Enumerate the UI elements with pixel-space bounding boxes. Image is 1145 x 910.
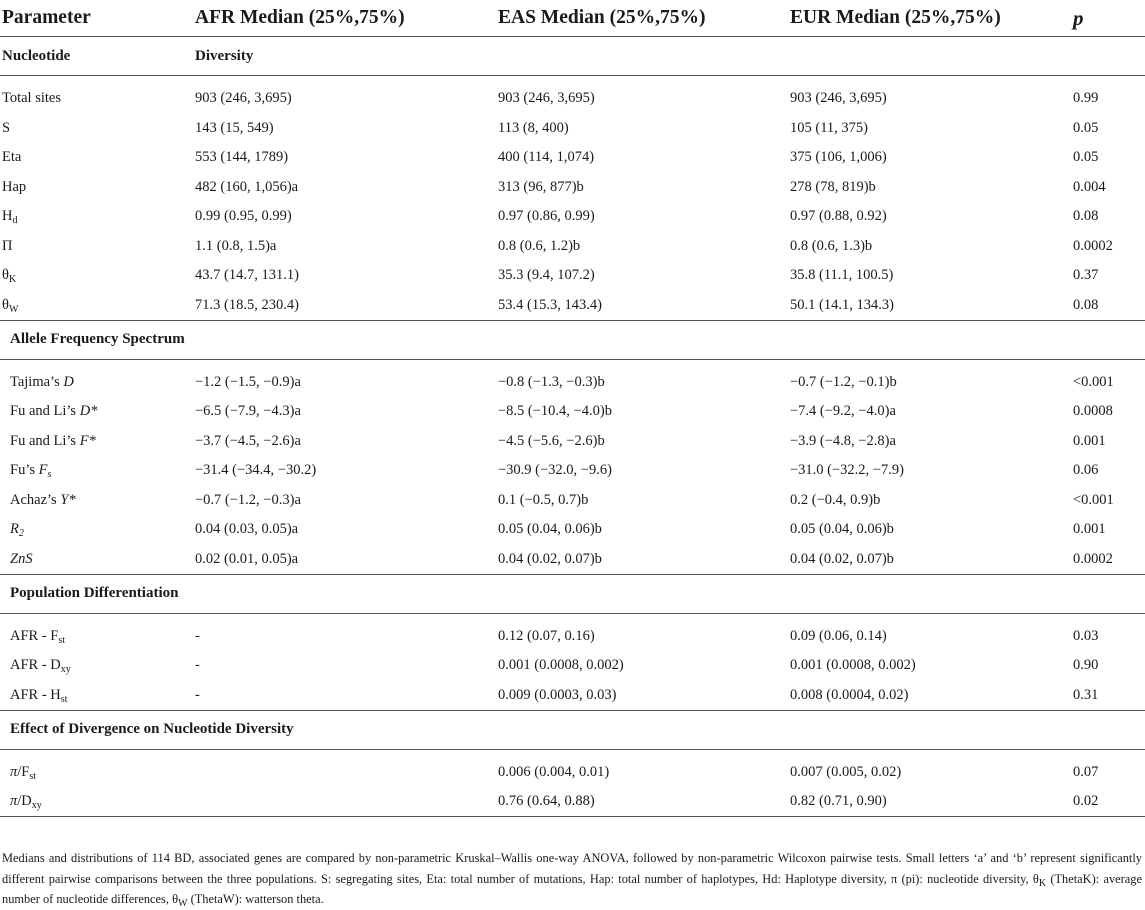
afr-cell: 71.3 (18.5, 230.4) [193, 291, 496, 321]
eur-cell: −7.4 (−9.2, −4.0)a [790, 403, 896, 420]
eur-cell: 278 (78, 819)b [790, 178, 876, 195]
parameter-symbol: π [10, 763, 18, 780]
parameter-subscript: K [8, 274, 17, 286]
table-row [0, 202, 1145, 232]
parameter-cell [0, 368, 193, 398]
eas-cell: 903 (246, 3,695) [498, 90, 595, 107]
table-row [0, 456, 1145, 486]
eur-cell: 35.8 (11.1, 100.5) [790, 267, 894, 284]
eas-cell: 0.12 (0.07, 0.16) [498, 627, 595, 644]
table-row [0, 291, 1145, 321]
parameter-cell [0, 622, 193, 652]
table-row [0, 651, 1145, 681]
parameter-label: AFR - F [10, 627, 59, 644]
p-cell: 0.31 [1071, 681, 1145, 711]
table-body [0, 37, 1145, 817]
parameter-label: Fu and Li’s [10, 432, 80, 449]
table-row [0, 232, 1145, 262]
section-row [0, 37, 1145, 76]
parameter-label: /D [17, 793, 32, 809]
parameter-cell [0, 681, 193, 711]
table-row [0, 173, 1145, 203]
p-cell: 0.07 [1073, 763, 1099, 780]
p-cell: 0.001 [1073, 432, 1106, 449]
eas-cell: 0.04 (0.02, 0.07)b [496, 545, 788, 575]
eur-cell: 0.05 (0.04, 0.06)b [790, 521, 894, 538]
eur-cell: −0.7 (−1.2, −0.1)b [790, 373, 897, 390]
afr-cell: - [193, 681, 496, 711]
parameter-symbol: F* [79, 432, 96, 449]
afr-cell: 553 (144, 1789) [195, 149, 289, 166]
spacer-cell [0, 613, 1145, 622]
eur-cell: 903 (246, 3,695) [790, 90, 887, 107]
parameter-label: Π [2, 237, 13, 254]
spacer-row [0, 76, 1145, 85]
parameter-label: Total sites [2, 90, 61, 107]
parameter-cell [0, 758, 193, 788]
p-cell: 0.02 [1071, 787, 1145, 817]
afr-cell: 143 (15, 549) [195, 119, 274, 136]
afr-cell: 43.7 (14.7, 131.1) [195, 267, 299, 284]
eur-cell: 375 (106, 1,006) [790, 149, 887, 166]
spacer-cell [0, 76, 1145, 85]
header-p: p [1071, 0, 1145, 37]
parameter-cell [0, 427, 193, 457]
spacer-row [0, 359, 1145, 368]
section-title-left: Nucleotide [0, 37, 193, 76]
table-row [0, 787, 1145, 817]
eur-cell: −31.0 (−32.2, −7.9) [790, 462, 904, 479]
p-cell: 0.08 [1073, 208, 1099, 225]
parameter-subscript: st [60, 693, 68, 705]
afr-cell: −0.7 (−1.2, −0.3)a [195, 491, 301, 508]
parameter-subscript: 2 [18, 528, 24, 540]
section-title: Effect of Divergence on Nucleotide Diversity [0, 710, 1145, 749]
parameter-cell [0, 651, 193, 681]
eas-cell: 113 (8, 400) [498, 119, 569, 136]
afr-cell [193, 758, 496, 788]
parameter-label: θ [2, 267, 9, 284]
parameter-label: Fu’s [10, 462, 39, 479]
parameter-symbol: Y* [60, 491, 76, 508]
eas-cell: 0.006 (0.004, 0.01) [498, 763, 610, 780]
parameter-cell [0, 787, 193, 817]
footnote-part2: (ThetaK): average number of nucleotide differences, θ [2, 871, 1142, 906]
footnote-part1: Medians and distributions of 114 BD, associated genes are compared by non-parametric Kruskal–Wallis one-way ANOVA, followed by non-parametric Wilcoxon pairwise tests. Small letters ‘a’ and ‘b’ represent significantly different pairwise comparisons between the three populations. S: segregating sites, Eta: total number of mutations, Hap: total number of haplotypes, Hd: Haplotype diversity, π (pi): nucleotide diversity, θ [2, 851, 1142, 886]
parameter-label: AFR - H [10, 686, 61, 703]
table-row [0, 114, 1145, 144]
eur-cell: 0.001 (0.0008, 0.002) [790, 657, 916, 674]
footnote-sub-w: W [178, 898, 188, 909]
parameter-subscript: st [58, 634, 66, 646]
table-row [0, 427, 1145, 457]
section-row [0, 710, 1145, 749]
eas-cell: −0.8 (−1.3, −0.3)b [498, 373, 605, 390]
afr-cell: 903 (246, 3,695) [195, 90, 292, 107]
parameter-cell [0, 84, 193, 114]
afr-cell: 0.04 (0.03, 0.05)a [195, 521, 299, 538]
parameter-cell [0, 397, 193, 427]
p-cell: 0.06 [1073, 462, 1099, 479]
p-cell: <0.001 [1073, 491, 1114, 508]
header-afr: AFR Median (25%,75%) [193, 0, 496, 37]
spacer-row [0, 749, 1145, 758]
parameter-cell [0, 486, 193, 516]
afr-cell: 0.02 (0.01, 0.05)a [193, 545, 496, 575]
table-row [0, 622, 1145, 652]
parameter-cell [0, 291, 193, 321]
table-row [0, 681, 1145, 711]
parameter-symbol: π [10, 793, 18, 809]
table-row [0, 515, 1145, 545]
eas-cell: −8.5 (−10.4, −4.0)b [498, 403, 612, 420]
p-cell: 0.001 [1073, 521, 1106, 538]
header-eur: EUR Median (25%,75%) [788, 0, 1071, 37]
table-footnote [2, 848, 1142, 910]
afr-cell [193, 787, 496, 817]
afr-cell: - [195, 657, 200, 674]
parameter-label: H [2, 208, 13, 225]
p-cell: 0.90 [1073, 657, 1099, 674]
eur-cell: 0.008 (0.0004, 0.02) [788, 681, 1071, 711]
parameter-symbol: ZnS [10, 550, 33, 567]
eur-cell: 0.97 (0.88, 0.92) [790, 208, 887, 225]
parameter-subscript: xy [60, 664, 71, 676]
parameter-label: Eta [2, 149, 22, 166]
parameter-subscript: s [47, 469, 52, 481]
parameter-symbol: D* [79, 403, 98, 420]
parameter-symbol: D [63, 373, 74, 390]
p-cell: 0.08 [1071, 291, 1145, 321]
p-cell: 0.05 [1073, 149, 1099, 166]
table-row [0, 368, 1145, 398]
table-row [0, 486, 1145, 516]
footnote-sub-k: K [1038, 877, 1047, 889]
eas-cell: 400 (114, 1,074) [498, 149, 595, 166]
eas-cell: −4.5 (−5.6, −2.6)b [498, 432, 605, 449]
eur-cell: 0.04 (0.02, 0.07)b [788, 545, 1071, 575]
eur-cell: 50.1 (14.1, 134.3) [788, 291, 1071, 321]
section-row [0, 574, 1145, 613]
eur-cell: 0.82 (0.71, 0.90) [788, 787, 1071, 817]
table-row [0, 397, 1145, 427]
eas-cell: 0.8 (0.6, 1.2)b [498, 237, 581, 254]
spacer-cell [0, 359, 1145, 368]
eas-cell: 0.1 (−0.5, 0.7)b [498, 491, 589, 508]
afr-cell: −3.7 (−4.5, −2.6)a [195, 432, 301, 449]
eas-cell: 35.3 (9.4, 107.2) [498, 267, 595, 284]
afr-cell: −1.2 (−1.5, −0.9)a [195, 373, 301, 390]
p-cell: 0.0002 [1071, 545, 1145, 575]
parameter-label: Tajima’s [10, 373, 64, 390]
parameter-cell [0, 232, 193, 262]
table-row [0, 261, 1145, 291]
p-cell: 0.37 [1073, 267, 1099, 284]
parameter-cell [0, 545, 193, 575]
parameter-cell [0, 173, 193, 203]
section-row [0, 320, 1145, 359]
p-cell: 0.0002 [1073, 237, 1113, 254]
parameter-symbol: R [10, 521, 19, 538]
parameter-cell [0, 515, 193, 545]
table-row [0, 143, 1145, 173]
parameter-symbol: F [38, 462, 48, 479]
parameter-cell [0, 114, 193, 144]
parameter-cell [0, 456, 193, 486]
afr-cell: 1.1 (0.8, 1.5)a [195, 237, 277, 254]
afr-cell: - [195, 627, 200, 644]
eas-cell: 53.4 (15.3, 143.4) [496, 291, 788, 321]
parameter-subscript: W [8, 303, 19, 315]
section-title: Allele Frequency Spectrum [0, 320, 1145, 359]
p-cell: 0.004 [1073, 178, 1106, 195]
eas-cell: −30.9 (−32.0, −9.6) [498, 462, 612, 479]
eas-cell: 0.009 (0.0003, 0.03) [496, 681, 788, 711]
footnote-part3: (ThetaW): watterson theta. [187, 892, 324, 906]
eas-cell: 313 (96, 877)b [498, 178, 584, 195]
p-cell: 0.05 [1073, 119, 1099, 136]
eas-cell: 0.05 (0.04, 0.06)b [498, 521, 602, 538]
header-eas: EAS Median (25%,75%) [496, 0, 788, 37]
table-row [0, 84, 1145, 114]
eas-cell: 0.97 (0.86, 0.99) [498, 208, 595, 225]
parameter-subscript: xy [31, 800, 42, 811]
p-cell: <0.001 [1073, 373, 1114, 390]
table-row [0, 545, 1145, 575]
section-title: Population Differentiation [0, 574, 1145, 613]
eur-cell: 0.8 (0.6, 1.3)b [790, 237, 873, 254]
parameter-cell [0, 261, 193, 291]
afr-cell: 482 (160, 1,056)a [195, 178, 299, 195]
afr-cell: −31.4 (−34.4, −30.2) [195, 462, 317, 479]
afr-cell: −6.5 (−7.9, −4.3)a [195, 403, 301, 420]
eur-cell: 0.09 (0.06, 0.14) [790, 627, 887, 644]
parameter-label: Fu and Li’s [10, 403, 80, 420]
parameter-label: Achaz’s [10, 491, 61, 508]
parameter-label: /F [17, 763, 30, 780]
eur-cell: −3.9 (−4.8, −2.8)a [790, 432, 896, 449]
parameter-subscript: st [29, 770, 37, 782]
section-title-right: Diversity [193, 37, 1145, 76]
header-row [0, 0, 1145, 37]
spacer-cell [0, 749, 1145, 758]
spacer-row [0, 613, 1145, 622]
p-cell: 0.03 [1073, 627, 1099, 644]
parameter-cell [0, 143, 193, 173]
p-cell: 0.0008 [1073, 403, 1113, 420]
eur-cell: 105 (11, 375) [790, 119, 868, 136]
parameter-label: Hap [2, 178, 27, 195]
parameter-label: S [2, 119, 11, 136]
eas-cell: 0.76 (0.64, 0.88) [496, 787, 788, 817]
header-parameter: Parameter [0, 0, 193, 37]
parameter-cell [0, 202, 193, 232]
table-row [0, 758, 1145, 788]
afr-cell: 0.99 (0.95, 0.99) [195, 208, 292, 225]
eur-cell: 0.007 (0.005, 0.02) [790, 763, 902, 780]
eur-cell: 0.2 (−0.4, 0.9)b [790, 491, 881, 508]
parameter-subscript: d [12, 215, 18, 227]
eas-cell: 0.001 (0.0008, 0.002) [498, 657, 624, 674]
parameter-label: θ [2, 296, 9, 313]
parameter-label: AFR - D [10, 657, 61, 674]
p-cell: 0.99 [1073, 90, 1099, 107]
